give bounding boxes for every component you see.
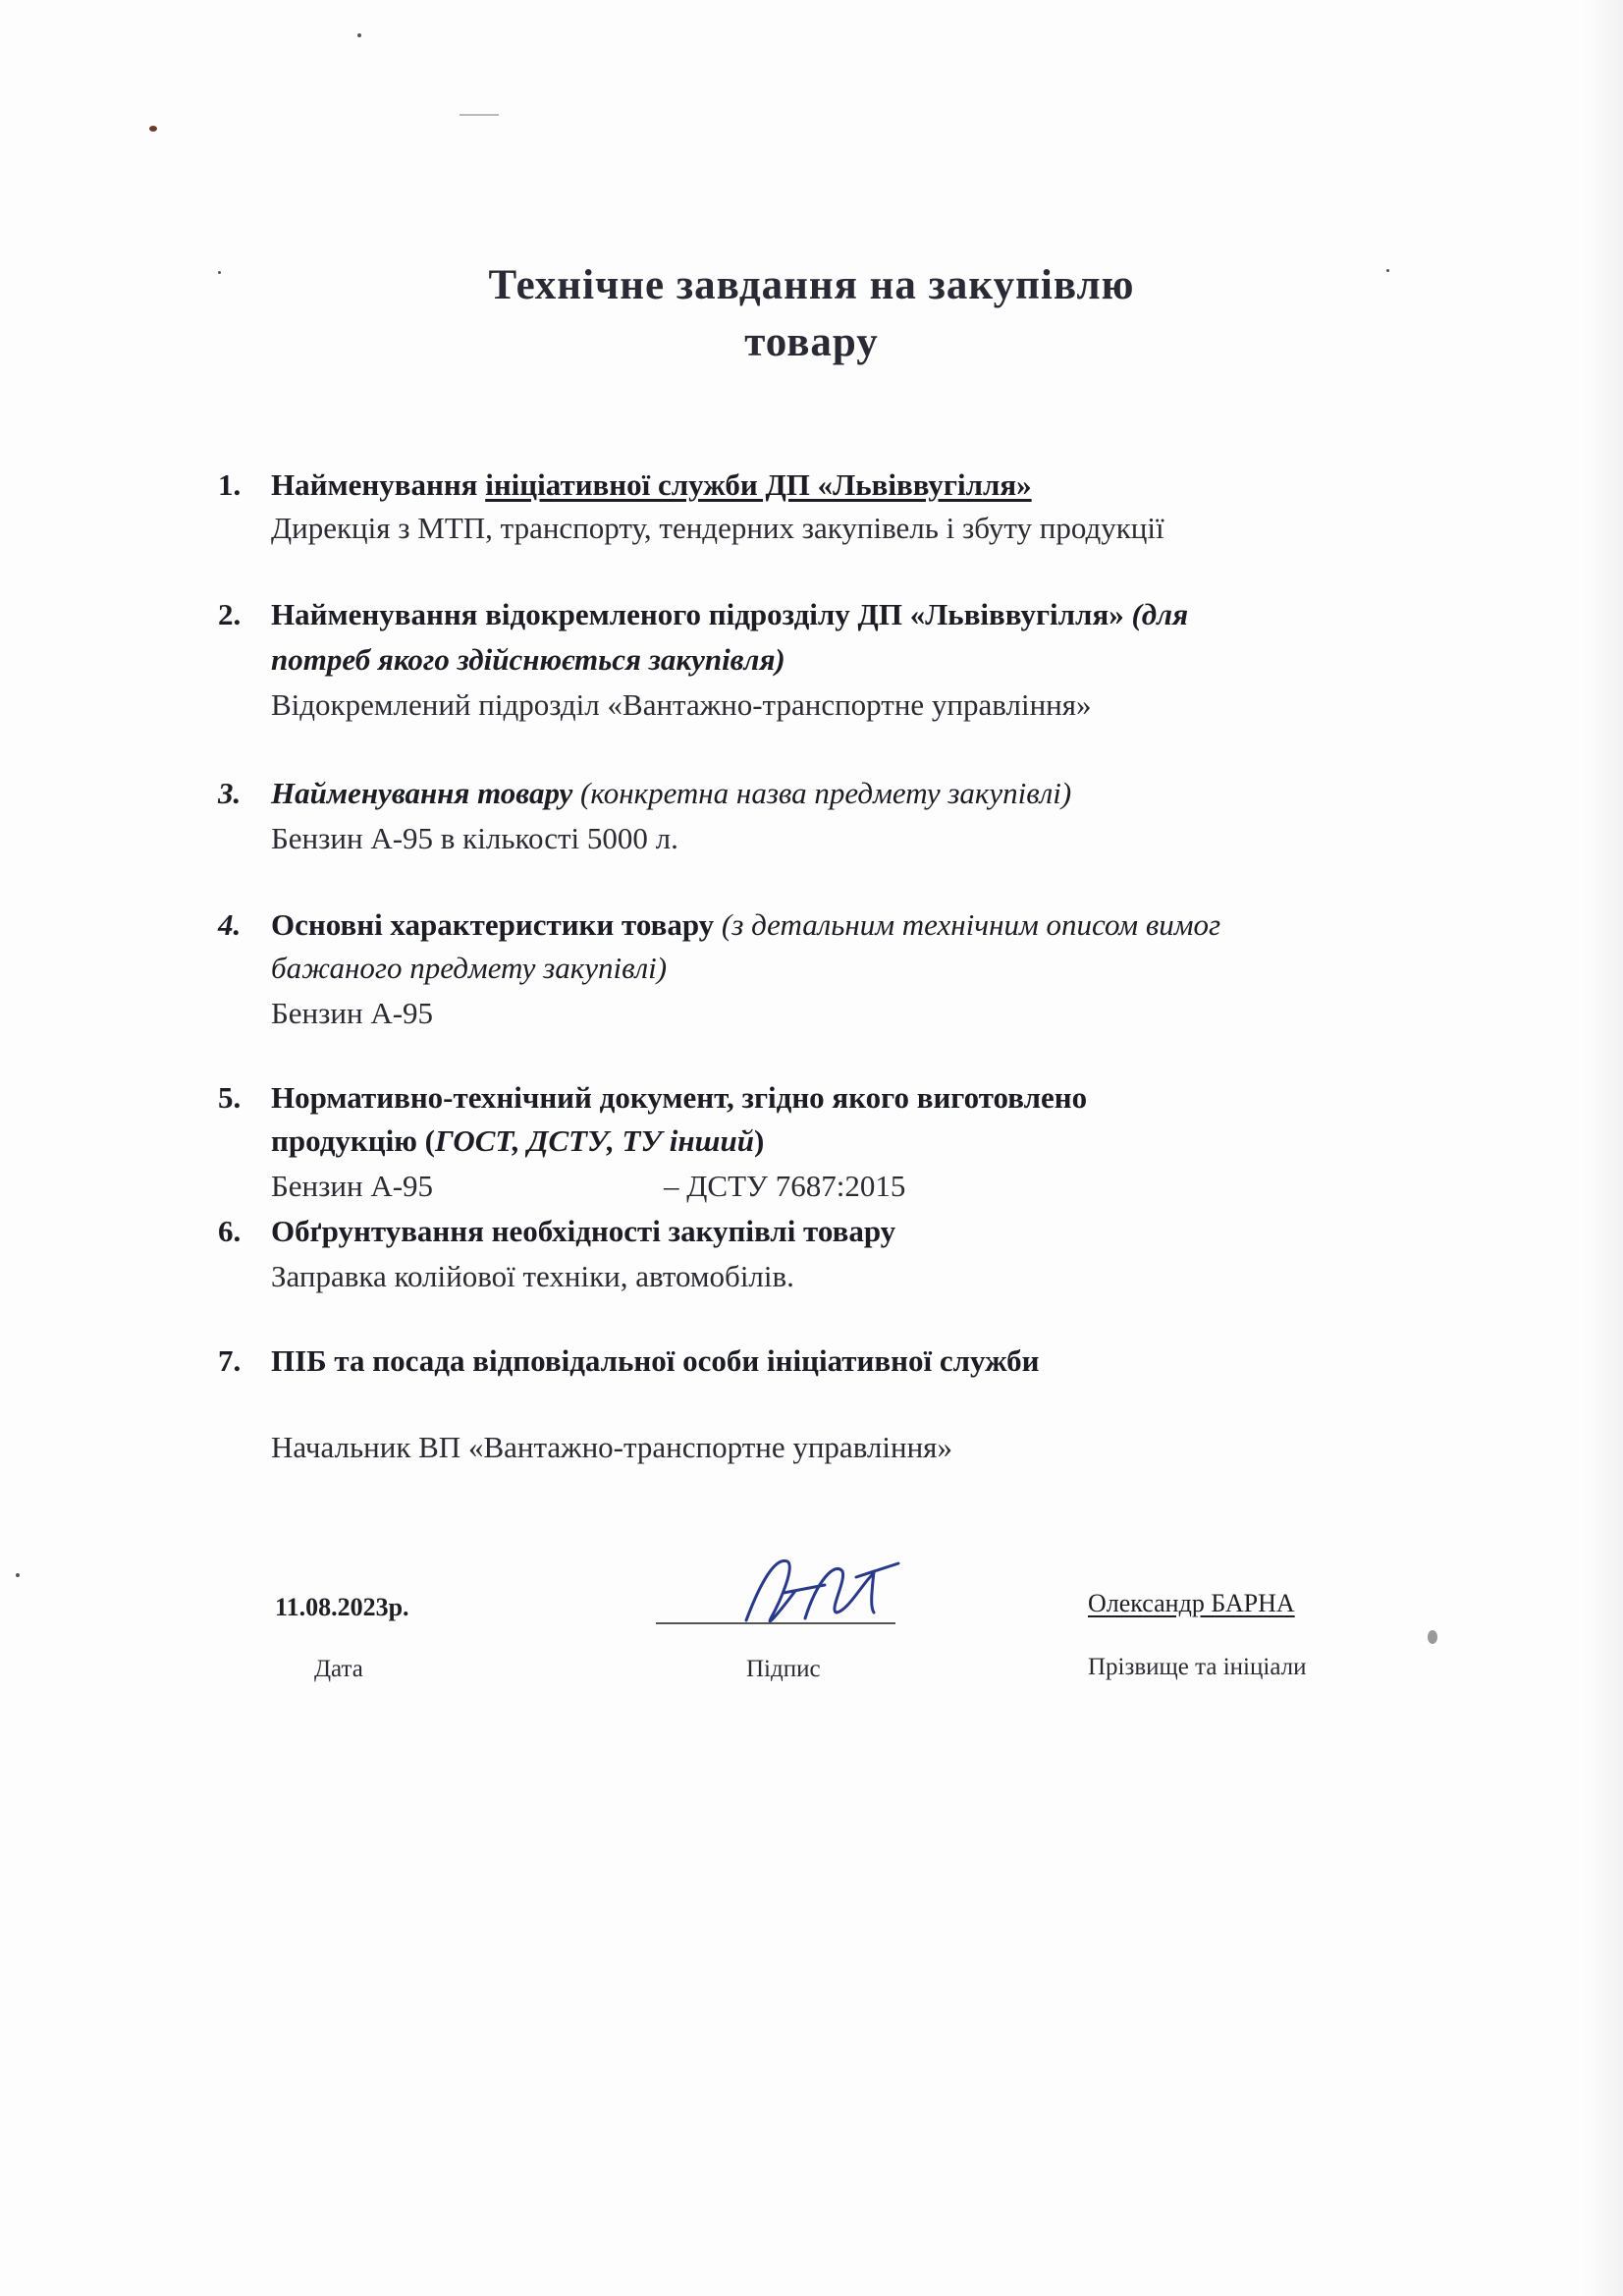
date-label: Дата bbox=[314, 1656, 363, 1682]
section-number: 2. bbox=[218, 597, 242, 631]
scan-speck bbox=[1428, 1630, 1437, 1644]
heading-note: потреб якого здійснюється закупівля) bbox=[271, 642, 785, 677]
scan-speck bbox=[460, 114, 499, 116]
signatory-name: Олександр БАРНА bbox=[1088, 1589, 1295, 1617]
heading-text: ) bbox=[753, 1123, 765, 1158]
section-body: Заправка колійової техніки, автомобілів. bbox=[271, 1259, 794, 1293]
section-heading-line2 bbox=[271, 1123, 764, 1159]
section-body-right: – ДСТУ 7687:2015 bbox=[664, 1169, 906, 1203]
heading-note: (з детальним технічним описом вимог bbox=[721, 907, 1221, 942]
section-number: 1. bbox=[218, 467, 242, 502]
heading-note: (для bbox=[1131, 597, 1189, 631]
name-label: Прізвище та ініціали bbox=[1088, 1654, 1307, 1680]
section-heading-line2 bbox=[271, 642, 785, 678]
document-title-line2: товару bbox=[744, 319, 879, 365]
heading-note: (конкретна назва предмету закупівлі) bbox=[572, 776, 1072, 810]
section-number: 7. bbox=[218, 1343, 242, 1378]
heading-text: Основні характеристики товару bbox=[271, 907, 722, 942]
section-heading bbox=[271, 907, 1220, 943]
signature-date: 11.08.2023р. bbox=[275, 1593, 409, 1621]
heading-text: Найменування bbox=[271, 467, 486, 502]
heading-text: продукцію ( bbox=[271, 1123, 435, 1158]
section-heading bbox=[271, 776, 1071, 811]
scan-speck bbox=[357, 33, 361, 37]
section-heading: Обґрунтування необхідності закупівлі товару bbox=[271, 1214, 896, 1248]
signature-label: Підпис bbox=[746, 1656, 821, 1682]
section-body: Бензин А-95 в кількості 5000 л. bbox=[271, 821, 678, 855]
heading-text: Найменування відокремленого підрозділу ДП «Львіввугілля» bbox=[271, 597, 1132, 631]
section-number: 4. bbox=[218, 907, 242, 942]
section-number: 6. bbox=[218, 1214, 242, 1248]
section-number: 5. bbox=[218, 1080, 242, 1115]
section-heading bbox=[271, 597, 1188, 632]
section-heading bbox=[271, 467, 1032, 503]
heading-note: ГОСТ, ДСТУ, ТУ інший bbox=[435, 1123, 754, 1158]
section-body: Дирекція з МТП, транспорту, тендерних закупівель і збуту продукції bbox=[271, 511, 1164, 545]
section-body: Відокремлений підрозділ «Вантажно-транспортне управління» bbox=[271, 687, 1092, 722]
section-body: Начальник ВП «Вантажно-транспортне управління» bbox=[271, 1430, 952, 1464]
section-heading: Нормативно-технічний документ, згідно якого виготовлено bbox=[271, 1080, 1088, 1115]
section-heading: ПІБ та посада відповідальної особи ініціативної служби bbox=[271, 1343, 1040, 1378]
heading-underlined-text: ініціативної служби ДП «Львіввугілля» bbox=[485, 467, 1032, 502]
heading-italic-text: Найменування товару bbox=[271, 776, 573, 810]
section-number: 3. bbox=[218, 776, 242, 810]
scan-speck bbox=[149, 126, 157, 132]
document-title-line1: Технічне завдання на закупівлю bbox=[488, 262, 1135, 308]
section-body: Бензин А-95 bbox=[271, 996, 434, 1030]
handwritten-signature bbox=[727, 1542, 913, 1640]
section-body-left: Бензин А-95 bbox=[271, 1169, 434, 1203]
heading-note: бажаного предмету закупівлі) bbox=[271, 951, 668, 985]
scan-speck bbox=[16, 1573, 20, 1577]
section-heading-line2 bbox=[271, 951, 667, 986]
